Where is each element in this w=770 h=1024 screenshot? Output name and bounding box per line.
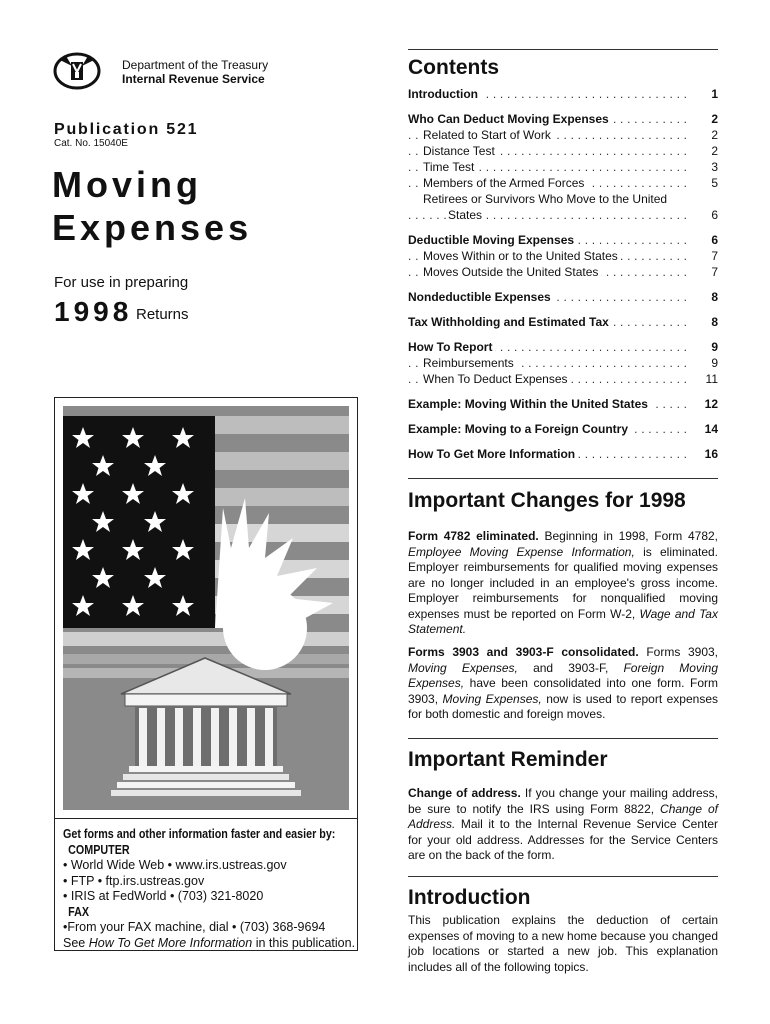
see-line: See How To Get More Information in this publication. xyxy=(63,935,356,950)
toc-entry[interactable]: . . . Distance Test 2 xyxy=(408,143,718,159)
info-heading: Get forms and other information faster and easier by: xyxy=(63,827,336,841)
toc-entry[interactable]: . . . How To Get More Information 16 xyxy=(408,446,718,462)
reminder-title: Important Reminder xyxy=(408,748,608,771)
toc-entry[interactable]: . . . Introduction 1 xyxy=(408,86,718,102)
for-use-text: For use in preparing xyxy=(54,274,189,291)
www-line: • World Wide Web • www.irs.ustreas.gov xyxy=(63,858,287,872)
returns-text: Returns xyxy=(136,306,189,323)
publication-number: Publication 521 xyxy=(54,121,199,138)
reminder-paragraph: Change of address. If you change your mailing address, be sure to notify the IRS using Form 8822, Change of Address. Mail it to the Internal Revenue Service Center for your old address. Addresses for the Service Centers are on the back of the form. xyxy=(408,786,718,862)
title-line-1: Moving xyxy=(52,164,202,205)
toc-entry[interactable]: . . . How To Report 9 xyxy=(408,339,718,355)
toc-entry[interactable]: . . . Related to Start of Work 2 xyxy=(408,127,718,143)
catalog-number: Cat. No. 15040E xyxy=(54,138,128,149)
agency-name: Internal Revenue Service xyxy=(122,72,265,86)
fax-line: •From your FAX machine, dial • (703) 368-9694 xyxy=(63,920,326,934)
changes-paragraph-1: Form 4782 eliminated. Beginning in 1998, Form 4782, Employee Moving Expense Information, is eliminated. Employer reimbursements for qualified moving expenses are no longer included in an employee's gross income. Employer reimbursements for nonqualified moving expenses must be reported on Form W-2, Wage and Tax Statement. xyxy=(408,529,719,636)
toc-entry[interactable]: . . . Reimbursements 9 xyxy=(408,355,718,371)
toc-entry[interactable]: . . . When To Deduct Expenses 11 xyxy=(408,371,718,387)
toc-entry[interactable]: . . . Moves Within or to the United States 7 xyxy=(408,248,718,264)
contents-title: Contents xyxy=(408,56,499,79)
toc-entry[interactable]: . . . Members of the Armed Forces 5 xyxy=(408,175,718,191)
title-line-2: Expenses xyxy=(52,207,253,248)
toc-entry[interactable]: . . . Nondeductible Expenses 8 xyxy=(408,289,718,305)
computer-label: COMPUTER xyxy=(68,842,130,857)
introduction-paragraph: This publication explains the deduction of certain expenses of moving to a new home because you changed job locations or started a new job. This explanation includes all of the following topics. xyxy=(408,913,718,974)
changes-paragraph-2: Forms 3903 and 3903-F consolidated. Forms 3903, Moving Expenses, and 3903-F, Foreign Moving Expenses, have been consolidated into one form. Form 3903, Moving Expenses, now is used to report expenses for both domestic and foreign moves. xyxy=(408,645,719,721)
flag-and-capitol-illustration xyxy=(54,397,358,819)
toc-entry[interactable]: Retirees or Survivors Who Move to the United xyxy=(408,191,718,207)
toc-entry[interactable]: . . . Deductible Moving Expenses 6 xyxy=(408,232,718,248)
toc-entry[interactable]: . . . Moves Outside the United States 7 xyxy=(408,264,718,280)
contents-rule xyxy=(408,49,718,50)
toc-entry[interactable]: . . . Who Can Deduct Moving Expenses 2 xyxy=(408,111,718,127)
changes-rule xyxy=(408,478,718,479)
introduction-title: Introduction xyxy=(408,886,531,909)
iris-line: • IRIS at FedWorld • (703) 321-8020 xyxy=(63,889,264,903)
table-of-contents xyxy=(408,86,718,462)
toc-entry[interactable]: . . . Example: Moving Within the United States 12 xyxy=(408,396,718,412)
reminder-rule xyxy=(408,738,718,739)
fax-label: FAX xyxy=(68,904,90,919)
ftp-line: • FTP • ftp.irs.ustreas.gov xyxy=(63,873,205,888)
get-forms-info-box xyxy=(54,819,358,951)
toc-entry[interactable]: . . . Tax Withholding and Estimated Tax 8 xyxy=(408,314,718,330)
toc-entry[interactable]: . . . Time Test 3 xyxy=(408,159,718,175)
toc-entry[interactable]: . . . States 6 xyxy=(408,207,718,223)
department-name: Department of the Treasury xyxy=(122,58,269,72)
introduction-rule xyxy=(408,876,718,877)
toc-entry[interactable]: . . . Example: Moving to a Foreign Country 14 xyxy=(408,421,718,437)
tax-year: 1998 xyxy=(54,296,133,327)
irs-eagle-logo xyxy=(52,50,102,90)
changes-title: Important Changes for 1998 xyxy=(408,489,686,512)
